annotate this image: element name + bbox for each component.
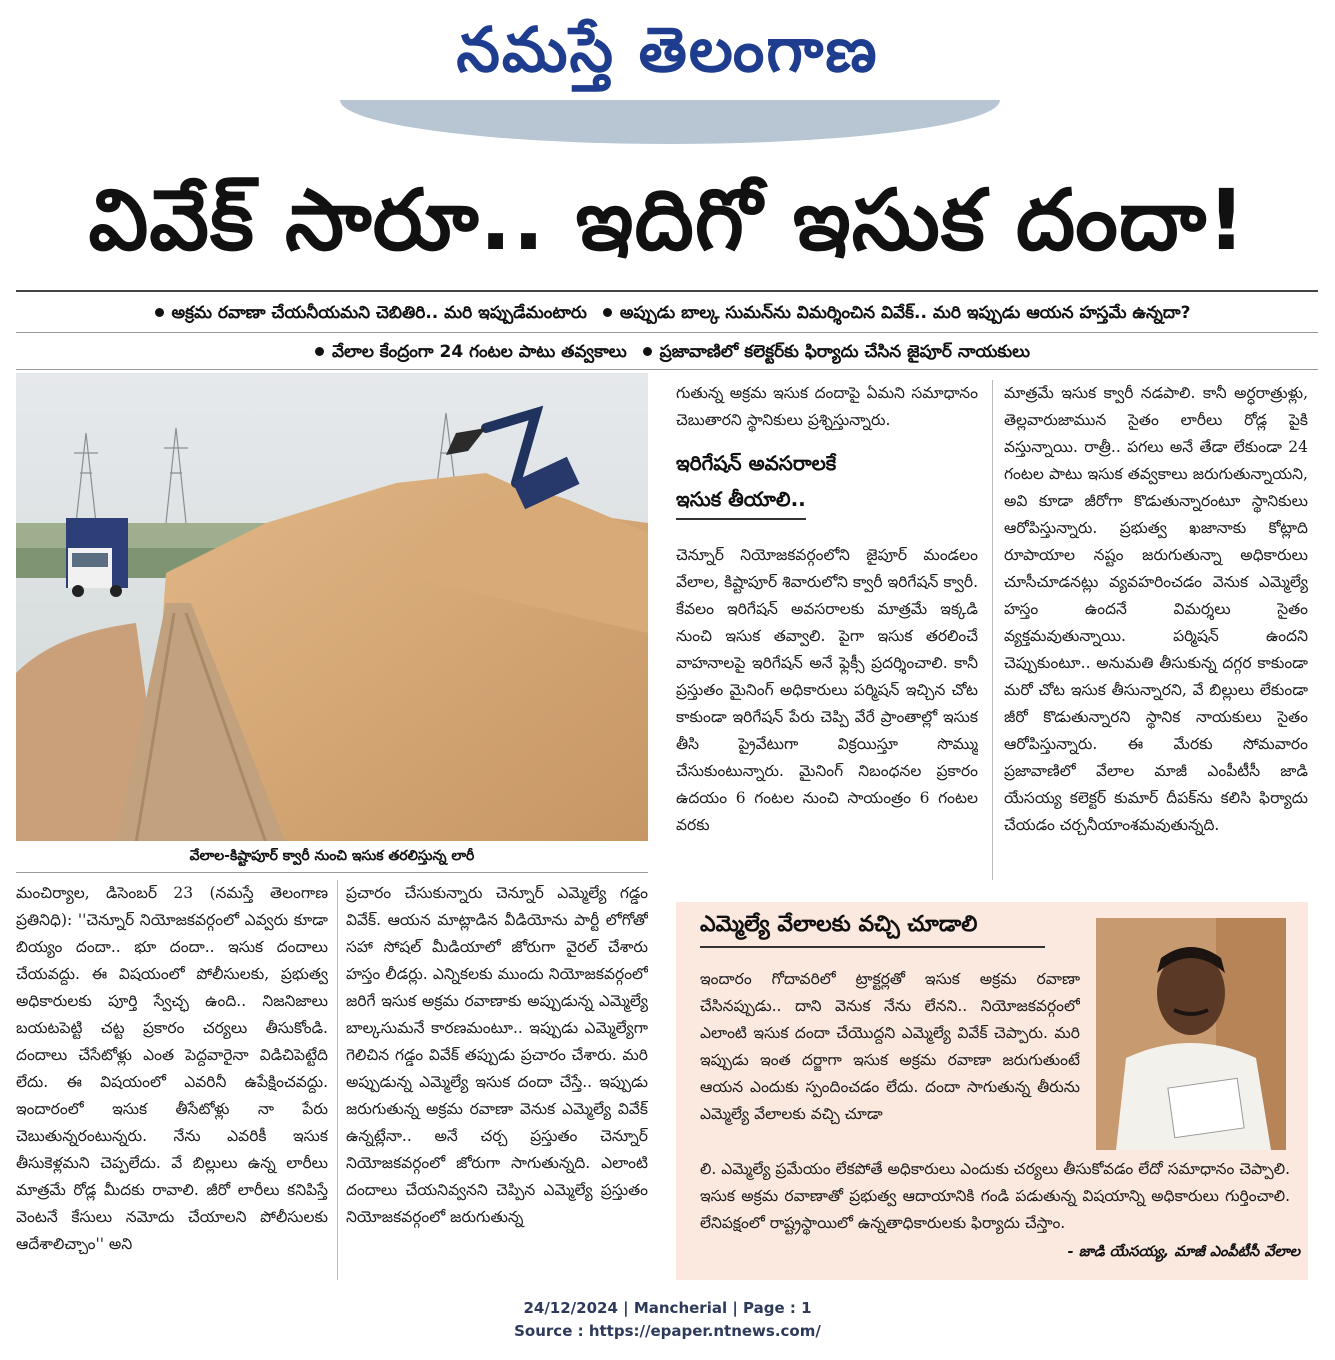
bullet-icon <box>155 308 164 317</box>
headline: వివేక్ సారూ.. ఇదిగో ఇసుక దందా! <box>88 171 1247 269</box>
quote-signoff: - జాడి యేసయ్య, మాజీ ఎంపీటీసీ వేలాల <box>1067 1244 1300 1260</box>
footer-date-edition: 24/12/2024 | Mancherial | Page : 1 <box>523 1299 812 1317</box>
article-text: మాత్రమే ఇసుక క్వారీ నడపాలి. కానీ అర్ధరాత్రుళ్లు, తెల్లవారుజామున సైతం లారీలు రోడ్ల పైకి వస్తున్నాయి. రాత్రీ.. పగలు అనే తేడా లేకుండా 24 గంటల పాటు ఇసుక తవ్వకాలు జరుగుతున్నాయని, అవి కూడా జీరోగా కొడుతున్నారంటూ స్థానికులు ఆరోపిస్తున్నారు. ప్రభుత్వ ఖజానాకు కోట్లాది రూపాయాల నష్టం జరుగుతున్నా అధికారులు చూసీచూడనట్లు వ్యవహరించడం వెనుక ఎమ్మెల్యే హస్తం ఉందనే విమర్శలు సైతం వ్యక్తమవుతున్నాయి. పర్మిషన్ ఉందని చెప్పుకుంటూ.. అనుమతి తీసుకున్న దగ్గర కాకుండా మరో చోట ఇసుక తీసున్నారని, వే బిల్లులు లేకుండా జీరో కొడుతున్నారని స్థానిక నాయకులు సైతం ఆరోపిస్తున్నారు. ఈ మేరకు సోమవారం ప్రజావాణిలో వేలాల మాజీ ఎంపీటీసీ జాడి యేసయ్య కలెక్టర్ కుమార్ దీపక్‌ను కలిసి ఫిర్యాదు చేయడం చర్చనీయాంశమవుతున్నది. <box>1004 384 1308 834</box>
article-text: మంచిర్యాల, డిసెంబర్ 23 (నమస్తే తెలంగాణ ప్రతినిధి): ''చెన్నూర్ నియోజకవర్గంలో ఎవ్వరు కూడా బియ్యం దందా.. భూ దందా.. ఇసుక దందాలు చేయవద్దు. ఈ విషయంలో పోలీసులకు, ప్రభుత్వ అధికారులకు పూర్తి స్వేచ్ఛ ఉంది.. నిజనిజాలు బయటపెట్టి చట్ట ప్రకారం చర్యలు తీసుకోండి. దందాలు చేసేటోళ్లు ఎంత పెద్దవారైనా విడిచిపెట్టేది లేదు. ఈ విషయంలో ఎవరినీ ఉపేక్షించవద్దు. ఇందారంలో ఇసుక తీసేటోళ్లు నా పేరు చెబుతున్నరంటున్నరు. నేను ఎవరికీ ఇసుక తీసుకెళ్లమని చెప్పలేదు. వే బిల్లులు ఉన్న లారీలు మాత్రమే రోడ్ల మీదకు రావాలి. జీరో లారీలు కనిపిస్తే వెంటనే కేసులు నమోదు చేయాలని పోలీసులకు ఆదేశాలిచ్చాం'' అని <box>16 884 328 1253</box>
headline-rule <box>16 290 1318 292</box>
quote-text: లి. ఎమ్మెల్యే ప్రమేయం లేకపోతే అధికారులు ఎందుకు చర్యలు తీసుకోవడం లేదో సమాధానం చెప్పాలి. ఇసుక అక్రమ రవాణాతో ప్రభుత్వ ఆదాయానికి గండి పడుతున్న విషయాన్ని అధికారులు గుర్తించాలి. లేనిపక్షంలో రాష్ట్రస్థాయిలో ఉన్నతాధికారులకు ఫిర్యాదు చేస్తాం. <box>700 1160 1290 1232</box>
article-column-2 <box>346 880 648 1280</box>
bullet-icon <box>315 347 324 356</box>
article-column-3 <box>676 542 978 882</box>
masthead-arc-decoration <box>340 100 1000 144</box>
subhead-item: వేలాల కేంద్రంగా 24 గంటల పాటు తవ్వకాలు <box>331 342 627 362</box>
section-subhead <box>676 446 978 520</box>
quote-box-title: ఎమ్మెల్యే వేలాలకు వచ్చి చూడాలి <box>700 912 1045 948</box>
masthead-logo: నమస్తే తెలంగాణ <box>456 13 879 86</box>
quote-box-text <box>700 1156 1290 1242</box>
bullet-icon <box>643 347 652 356</box>
quote-box-text <box>700 966 1080 1156</box>
quote-text: ఇందారం గోదావరిలో ట్రాక్టర్లతో ఇసుక అక్రమ రవాణా చేసినప్పుడు.. దాని వెనుక నేను లేనని.. నియోజకవర్గంలో ఎలాంటి ఇసుక దందా చేయొద్దని ఎమ్మెల్యే వివేక్ చెప్పారు. మరి ఇప్పుడు ఇంత దర్జాగా ఇసుక అక్రమ రవాణా జరుగుతుంటే ఆయన ఎందుకు స్పందించడం లేదు. దందా సాగుతున్న తీరును ఎమ్మెల్యే వేలాలకు వచ్చి చూడా <box>700 970 1080 1123</box>
subhead-item: అప్పుడు బాల్క సుమన్‌ను విమర్శించిన వివేక్.. మరి ఇప్పుడు ఆయన హస్తమే ఉన్నదా? <box>619 303 1191 323</box>
subhead-line: ఇసుక తీయాలి.. <box>676 482 806 520</box>
caption-rule <box>16 872 648 873</box>
footer-source: Source : https://epaper.ntnews.com/ <box>514 1322 821 1340</box>
subhead-line: ఇరిగేషన్ అవసరాలకే <box>676 451 837 475</box>
photo-caption: వేలాల-కిష్టాపూర్ క్వారీ నుంచి ఇసుక తరలిస్తున్న లారీ <box>189 848 475 864</box>
column-divider <box>337 880 338 1280</box>
article-column-3-top <box>676 380 978 434</box>
article-text: చెన్నూర్ నియోజకవర్గంలోని జైపూర్ మండలం వేలాల, కిష్టాపూర్ శివారులోని క్వారీ ఇరిగేషన్ క్వారీ. కేవలం ఇరిగేషన్ అవసరాలకు మాత్రమే ఇక్కడి నుంచి ఇసుక తవ్వాలి. పైగా ఇసుక తరలించే వాహనాలపై ఇరిగేషన్ అనే ఫ్లెక్సీ ప్రదర్శించాలి. కానీ ప్రస్తుతం మైనింగ్ అధికారులు పర్మిషన్ ఇచ్చిన చోట కాకుండా ఇరిగేషన్ పేరు చెప్పి వేరే ప్రాంతాల్లో ఇసుక తీసి ప్రైవేటుగా విక్రయిస్తూ సొమ్ము చేసుకుంటున్నారు. మైనింగ్ నిబంధనల ప్రకారం ఉదయం 6 గంటల నుంచి సాయంత్రం 6 గంటల వరకు <box>676 546 978 834</box>
subhead-line-1 <box>0 298 1335 328</box>
bullet-icon <box>603 308 612 317</box>
subhead-line-2 <box>0 337 1335 367</box>
quarry-photo <box>16 373 648 841</box>
article-column-1 <box>16 880 328 1280</box>
person-portrait <box>1096 918 1286 1150</box>
subhead-item: ప్రజావాణిలో కలెక్టర్‌కు ఫిర్యాదు చేసిన జైపూర్ నాయకులు <box>659 342 1031 362</box>
article-text: ప్రచారం చేసుకున్నారు చెన్నూర్ ఎమ్మెల్యే గడ్డం వివేక్. ఆయన మాట్లాడిన వీడియోను పార్టీ లోగోతో సహా సోషల్ మీడియాలో జోరుగా వైరల్ చేశారు హస్తం లీడర్లు. ఎన్నికలకు ముందు నియోజకవర్గంలో జరిగే ఇసుక అక్రమ రవాణాకు అప్పుడున్న ఎమ్మెల్యే బాల్కసుమనే కారణమంటూ.. ఇప్పుడు ఎమ్మెల్యేగా గెలిచిన గడ్డం వివేక్ తప్పుడు ప్రచారం చేశారు. మరి అప్పుడున్న ఎమ్మెల్యే ఇసుక దందా చేస్తే.. ఇప్పుడు జరుగుతున్న అక్రమ రవాణా వెనుక ఎమ్మెల్యే వివేక్ ఉన్నట్లేనా.. అనే చర్చ ప్రస్తుతం చెన్నూర్ నియోజకవర్గంలో జోరుగా సాగుతున్నది. ఎలాంటి దందాలు చేయనివ్వనని చెప్పిన ఎమ్మెల్యే ప్రస్తుతం నియోజకవర్గంలో జరుగుతున్న <box>346 884 648 1226</box>
column-divider <box>992 380 993 880</box>
subhead-rule <box>16 369 1318 370</box>
article-text: గుతున్న అక్రమ ఇసుక దందాపై ఏమని సమాధానం చెబుతారని స్థానికులు ప్రశ్నిస్తున్నారు. <box>676 384 978 429</box>
subhead-item: అక్రమ రవాణా చేయనీయమని చెబితిరి.. మరి ఇప్పుడేమంటారు <box>171 303 587 323</box>
subhead-rule <box>16 332 1318 333</box>
article-column-4 <box>1004 380 1308 882</box>
